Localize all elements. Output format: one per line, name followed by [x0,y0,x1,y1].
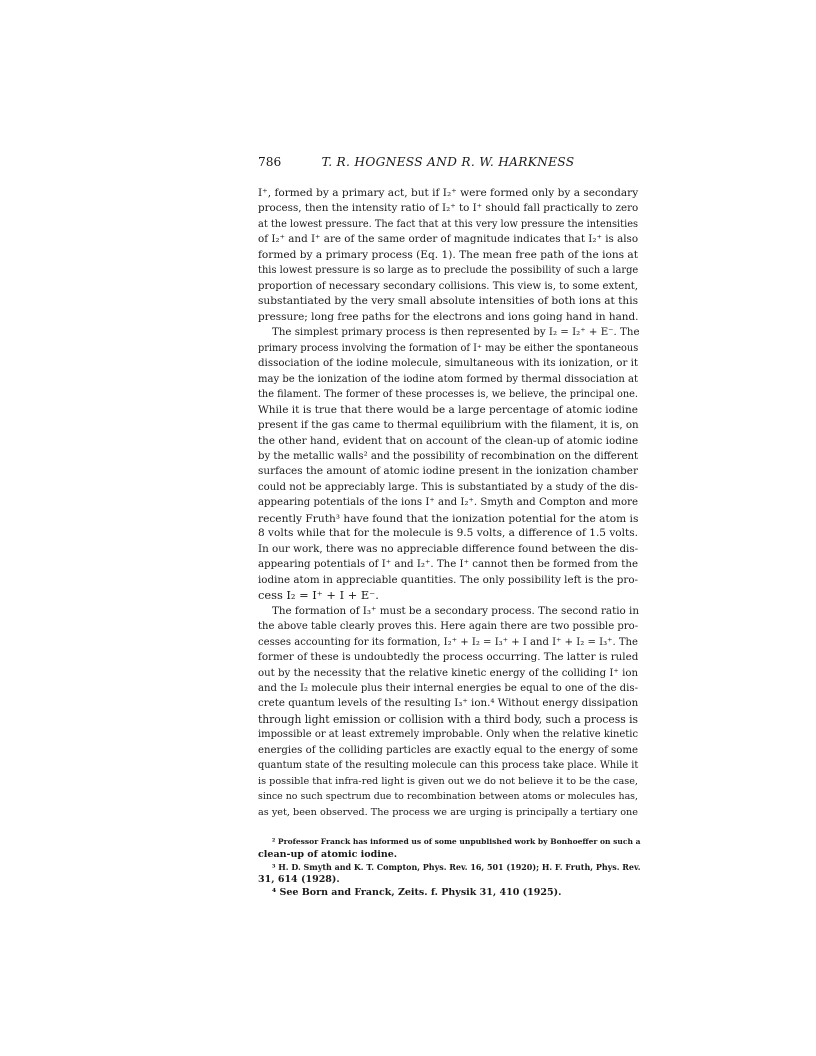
body-line: of I₂⁺ and I⁺ are of the same order of magnitude indicates that I₂⁺ is also [258,233,639,246]
body-line: The simplest primary process is then represented by I₂ = I₂⁺ + E⁻. The [272,327,640,339]
body-line: While it is true that there would be a large percentage of atomic iodine [258,403,638,416]
body-line: out by the necessity that the relative kinetic energy of the colliding I⁺ ion [258,667,638,679]
body-line: The formation of I₃⁺ must be a secondary process. The second ratio in [272,604,639,617]
body-line: cess I₂ = I⁺ + I + E⁻. [258,588,379,603]
body-line: is possible that infra-red light is given out we do not believe it to be the case, [258,775,638,787]
footnote-line: ³ H. D. Smyth and K. T. Compton, Phys. Rev. 16, 501 (1920); H. F. Fruth, Phys. Rev. [272,862,641,872]
body-line: impossible or at least extremely improbable. Only when the relative kinetic [258,729,638,741]
running-head: T. R. HOGNESS AND R. W. HARKNESS [321,155,575,169]
footnote-line: clean-up of atomic iodine. [258,848,398,860]
body-line: and the I₂ molecule plus their internal energies be equal to one of the dis- [258,683,638,694]
body-line: appearing potentials of I⁺ and I₂⁺. The I⁺ cannot then be formed from the [258,559,638,571]
body-line: surfaces the amount of atomic iodine present in the ionization chamber [258,465,638,478]
page-header [258,155,638,175]
body-line: present if the gas came to thermal equilibrium with the filament, it is, on [258,419,639,432]
body-line: as yet, been observed. The process we are urging is principally a tertiary one [258,806,638,818]
body-line: 8 volts while that for the molecule is 9.5 volts, a difference of 1.5 volts. [258,527,638,540]
body-line: substantiated by the very small absolute intensities of both ions at this [258,295,639,308]
body-line: cesses accounting for its formation, I₂⁺ + I₂ = I₃⁺ + I and I⁺ + I₂ = I₃⁺. The [258,636,638,648]
footnote-line: 31, 614 (1928). [258,874,340,886]
body-line: iodine atom in appreciable quantities. The only possibility left is the pro- [258,573,638,586]
body-line: energies of the colliding particles are exactly equal to the energy of some [258,744,639,756]
body-line: crete quantum levels of the resulting I₃⁺ ion.⁴ Without energy dissipation [258,697,639,710]
body-line: may be the ionization of the iodine atom formed by thermal dissociation at [258,373,638,385]
footnote-line: ² Professor Franck has informed us of some unpublished work by Bonhoeffer on such a [272,837,641,846]
body-line: since no such spectrum due to recombination between atoms or molecules has, [258,791,638,803]
body-line: appearing potentials of the ions I⁺ and I₂⁺. Smyth and Compton and more [258,497,638,509]
body-line: quantum state of the resulting molecule can this process take place. While it [258,760,639,772]
body-line: I⁺, formed by a primary act, but if I₂⁺ were formed only by a secondary [258,187,639,199]
body-line: former of these is undoubtedly the process occurring. The latter is ruled [258,651,639,664]
body-line: formed by a primary process (Eq. 1). The mean free path of the ions at [258,248,638,261]
body-line: dissociation of the iodine molecule, simultaneous with its ionization, or it [258,357,638,370]
body-line: could not be appreciably large. This is substantiated by a study of the dis- [258,481,638,493]
body-line: In our work, there was no appreciable difference found between the dis- [258,542,639,555]
footnotes [258,836,641,900]
body-line: this lowest pressure is so large as to preclude the possibility of such a large [258,265,639,277]
body-line: recently Fruth³ have found that the ionization potential for the atom is [258,511,639,525]
body-line: the other hand, evident that on account of the clean-up of atomic iodine [258,434,639,447]
body-line: at the lowest pressure. The fact that at this very low pressure the intensities [258,218,638,230]
page-number: 786 [258,155,282,169]
body-line: proportion of necessary secondary collisions. This view is, to some extent, [258,280,638,292]
body-line: the above table clearly proves this. Here again there are two possible pro- [258,621,639,633]
body-line: primary process involving the formation of I⁺ may be either the spontaneous [258,342,639,354]
body-text [258,186,638,820]
body-line: pressure; long free paths for the electrons and ions going hand in hand. [258,310,639,323]
body-line: through light emission or collision with a third body, such a process is [258,712,638,726]
body-line: the filament. The former of these processes is, we believe, the principal one. [258,389,638,401]
footnote-line: ⁴ See Born and Franck, Zeits. f. Physik 31, 410 (1925). [272,887,562,899]
body-line: by the metallic walls² and the possibility of recombination on the different [258,450,639,462]
body-line: process, then the intensity ratio of I₂⁺ to I⁺ should fall practically to zero [258,202,639,215]
